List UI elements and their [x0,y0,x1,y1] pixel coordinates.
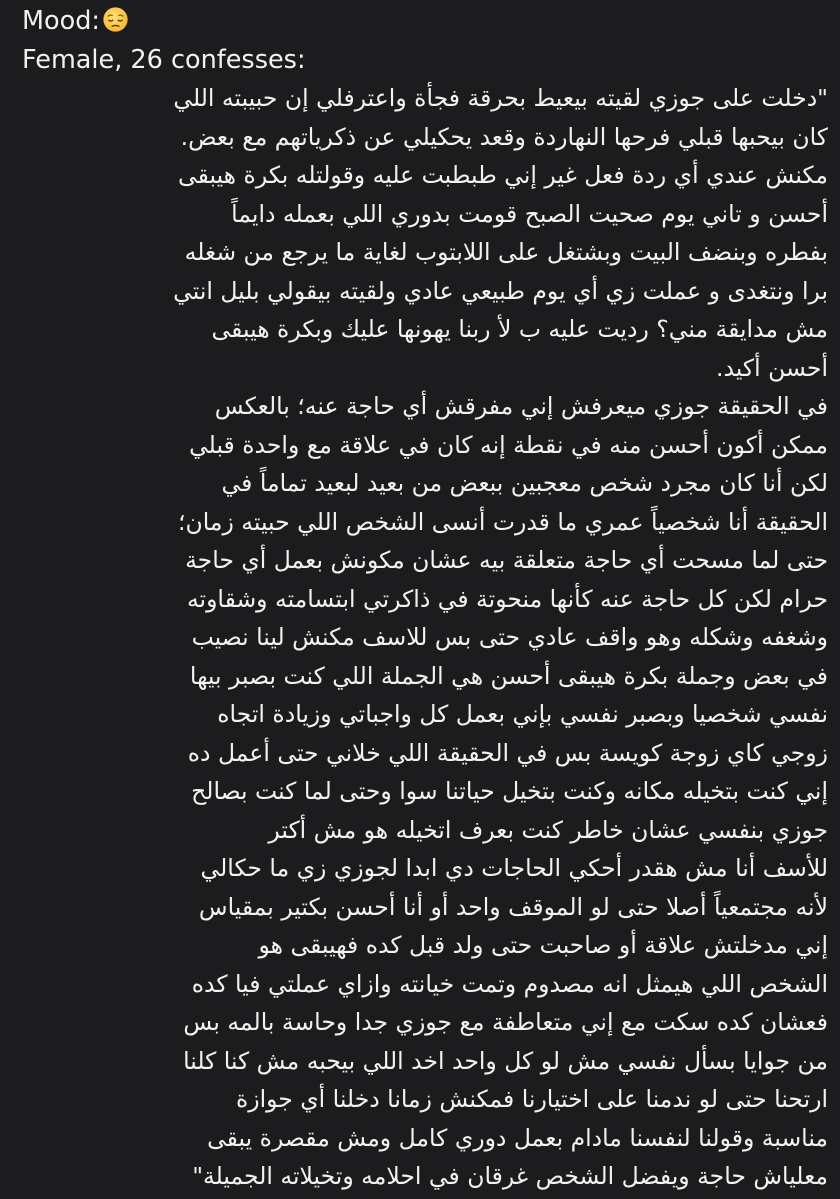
body-line: من جوايا بسأل نفسي مش لو كل واحد اخد اللي بيحبه مش كنا كلنا [183,1046,828,1075]
body-line: في بعض وجملة بكرة هيبقى أحسن هي الجملة اللي كنت بصبر بيها [189,661,828,690]
body-line: ممكن أكون أحسن منه في نقطة إنه كان في علاقة مع واحدة قبلي [189,430,828,459]
body-line: "دخلت على جوزي لقيته بيعيط بحرقة فجأة واعترفلي إن حبيبته اللي [173,84,828,112]
mood-line [22,2,828,41]
body-line: معلياش حاجة ويفضل الشخص غرقان في احلامه وتخيلاته الجميلة" [192,1162,828,1190]
body-line: في الحقيقة جوزي ميعرفش إني مفرقش أي حاجة عنه؛ بالعكس [214,392,828,420]
body-line: فعشان كده سكت مع إني متعاطفة مع جوزي جدا وحاسة بالمه بس [183,1008,828,1036]
body-line: لأنه مجتمعياً أصلا حتى لو الموقف واحد أو أنا أحسن بكتير بمقياس [198,892,828,921]
body-line: مناسبة وقولنا لنفسنا مادام بعمل دوري كامل ومش مقصرة يبقى [207,1123,828,1152]
body-line: وشغفه وشكله وهو واقف عادي حتى بس للاسف مكنش لينا نصيب [191,623,828,651]
body-line: مكنش عندي أي ردة فعل غير إني طبطبت عليه وقولتله بكرة هيبقى [178,161,828,189]
pensive-face-emoji-icon [102,6,129,33]
confession-body [22,79,828,1196]
body-line: لكن أنا كان مجرد شخص معجبين ببعض من بعيد لبعيد تماماً في [221,469,828,497]
subtitle: Female, 26 confesses: [22,44,306,75]
body-line: إني كنت بتخيله مكانه وكنت بتخيل حياتنا سوا وحتى لما كنت بصالح [191,777,828,805]
body-line: برا ونتغدى و عملت زي أي يوم طبيعي عادي ولقيته بيقولي بليل انتي [173,276,828,305]
body-line: أحسن و تاني يوم صحيت الصبح قومت بدوري اللي بعمله دايماً [231,199,828,228]
mood-label: Mood: [22,6,100,36]
body-line: كان بيحبها قبلي فرحها النهاردة وقعد يحكيلي عن ذكرياتهم مع بعض. [180,122,828,151]
body-line: زوجي كاي زوجة كويسة بس في الحقيقة اللي خلاني حتى أعمل ده [187,738,828,767]
body-line: جوزي بنفسي عشان خاطر كنت بعرف اتخيله هو مش أكتر [268,815,828,844]
body-line: أحسن أكيد. [716,353,828,382]
body-line: الشخص اللي هيمثل انه مصدوم وتمت خيانته وازاي عملتي فيا كده [191,969,828,998]
body-line: بفطره وبنضف البيت وبشتغل على اللابتوب لغاية ما يرجع من شغله [184,238,828,266]
body-line: نفسي شخصيا وبصبر نفسي بإني بعمل كل واجباتي وزيادة اتجاه [217,700,828,728]
body-line: حتى لما مسحت أي حاجة متعلقة بيه عشان مكونش بعمل أي حاجة [185,546,828,574]
body-line: إني مدخلتش علاقة أو صاحبت حتى ولد قبل كده فهيبقى هو [258,931,828,959]
body-line: الحقيقة أنا شخصياً عمري ما قدرت أنسى الشخص اللي حبيته زمان؛ [177,507,828,536]
body-line: حرام لكن كل حاجة عنه كأنها منحوتة في ذاكرتي ابتسامته وشقاوته [186,584,828,613]
body-line: ارتحنا حتى لو ندمنا على اختيارنا فمكنش زمانا دخلنا أي جوازة [235,1085,828,1113]
body-line: للأسف أنا مش هقدر أحكي الحاجات دي ابدا لجوزي زي ما حكالي [200,854,828,882]
body-line: مش مدايقة مني؟ رديت عليه ب لأ ربنا يهونها عليك وبكرة هيبقى [211,315,828,343]
